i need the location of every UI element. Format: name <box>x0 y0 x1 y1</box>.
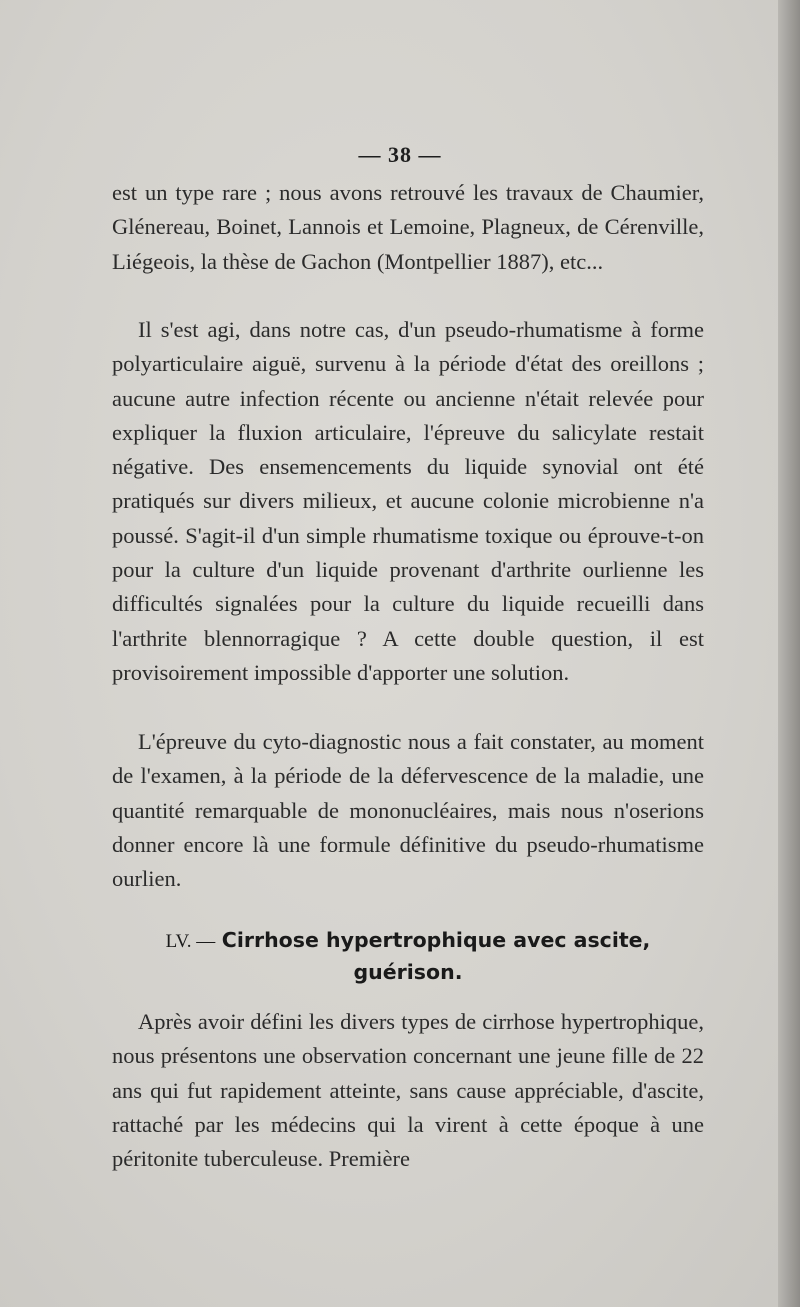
paragraph-pseudo-rhumatisme <box>112 313 704 690</box>
section-number: LV. — <box>165 931 216 952</box>
paragraph-text: Il s'est agi, dans notre cas, d'un pseudo-rhumatisme à forme polyarticulaire aiguë, survenu à la période d'état des oreillons ; aucune autre infection récente ou ancienne n'était relevée pour expliquer la fluxion articulaire, l'épreuve du salicylate restait négative. Des ensemencements du liquide synovial ont été pratiqués sur divers milieux, et aucune colonie microbienne n'a poussé. S'agit-il d'un simple rhumatisme toxique ou éprouve-t-on pour la culture d'un liquide provenant d'arthrite ourlienne les difficultés signalées pour la culture du liquide recueilli dans l'arthrite blennorragique ? A cette double question, il est provisoirement impossible d'apporter une solution. <box>112 317 704 685</box>
page-edge <box>778 0 800 1307</box>
paragraph-text: Après avoir défini les divers types de cirrhose hypertrophique, nous présentons une observation concernant une jeune fille de 22 ans qui fut rapidement atteinte, sans cause appréciable, d'ascite, rattaché par les médecins qui la virent à cette époque à une péritonite tuberculeuse. Première <box>112 1009 704 1172</box>
section-title: Cirrhose hypertrophique avec ascite, guérison. <box>221 928 651 984</box>
paragraph-cyto-diagnostic <box>112 725 704 896</box>
page-number: — 38 — <box>358 142 442 167</box>
section-heading <box>112 925 704 988</box>
paragraph-text: est un type rare ; nous avons retrouvé les travaux de Chaumier, Glénereau, Boinet, Lannois et Lemoine, Plagneux, de Cérenville, Liégeois, la thèse de Gachon (Montpellier 1887), etc... <box>112 180 704 274</box>
paragraph-section-intro <box>112 1005 704 1176</box>
paragraph-continuation <box>112 176 704 279</box>
paragraph-text: L'épreuve du cyto-diagnostic nous a fait constater, au moment de l'examen, à la période de la défervescence de la maladie, une quantité remarquable de mononucléaires, mais nous n'oserions donner encore là une formule définitive du pseudo-rhumatisme ourlien. <box>112 729 704 892</box>
